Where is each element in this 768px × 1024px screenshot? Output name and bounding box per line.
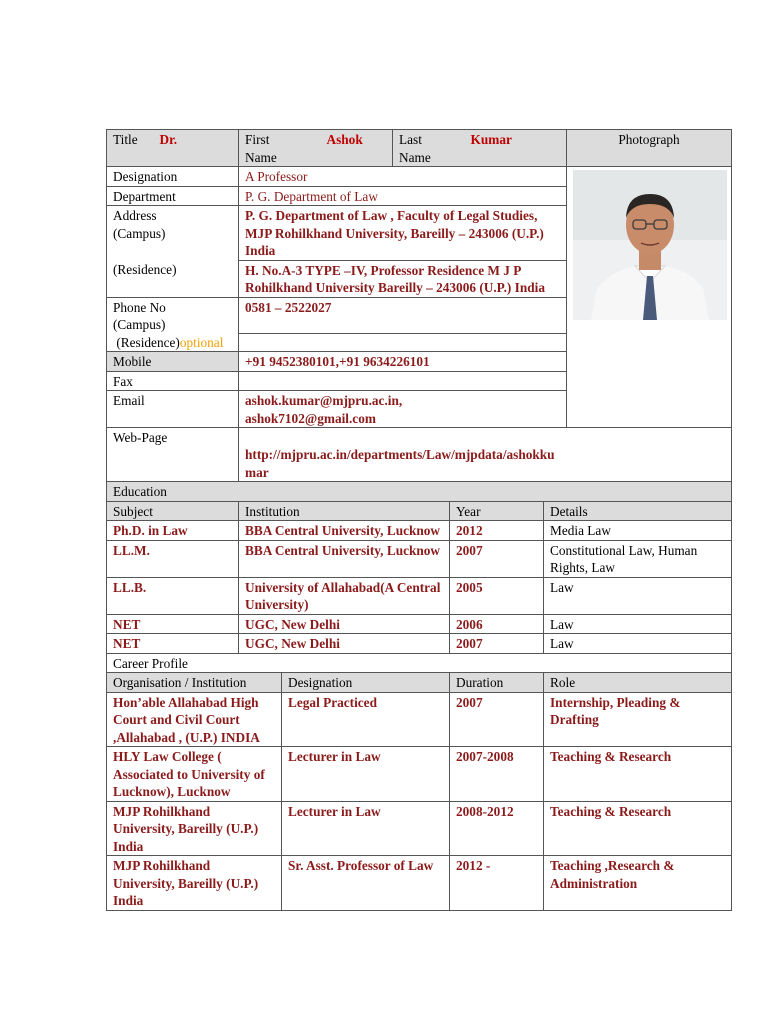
career-duration: 2007-2008 [450, 747, 544, 802]
career-designation: Legal Practiced [282, 692, 450, 747]
edu-institution: BBA Central University, Lucknow [239, 521, 450, 541]
table-row [107, 577, 732, 614]
residence-label: (Residence) [107, 260, 239, 297]
first-name-value: Ashok [321, 130, 393, 167]
edu-year: 2012 [450, 521, 544, 541]
career-header-org: Organisation / Institution [107, 673, 282, 693]
last-name-value: Kumar [465, 130, 567, 167]
edu-subject: Ph.D. in Law [107, 521, 239, 541]
table-row [107, 540, 732, 577]
webpage-value[interactable]: http://mjpru.ac.in/departments/Law/mjpdata/ashokkumar [239, 428, 732, 482]
email-value[interactable]: ashok.kumar@mjpru.ac.in, ashok7102@gmail.com [239, 391, 567, 428]
designation-label: Designation [107, 167, 239, 187]
table-row [107, 634, 732, 654]
career-designation: Sr. Asst. Professor of Law [282, 856, 450, 911]
career-header-role: Role [544, 673, 732, 693]
table-row [107, 692, 732, 747]
cv-table [106, 129, 732, 911]
fax-label: Fax [107, 371, 239, 391]
career-header-designation: Designation [282, 673, 450, 693]
edu-header-year: Year [450, 501, 544, 521]
mobile-value: +91 9452380101,+91 9634226101 [239, 352, 567, 372]
phone-residence-value [239, 333, 567, 351]
address-campus-value: P. G. Department of Law , Faculty of Legal Studies, MJP Rohilkhand University, Bareilly – 243006 (U.P.) India [239, 206, 567, 261]
career-org: HLY Law College ( Associated to University of Lucknow), Lucknow [107, 747, 282, 802]
edu-year: 2007 [450, 634, 544, 654]
career-role: Internship, Pleading & Drafting [544, 692, 732, 747]
edu-details: Constitutional Law, Human Rights, Law [544, 540, 732, 577]
edu-details: Law [544, 577, 732, 614]
address-label: Address (Campus) [107, 206, 239, 261]
table-row [107, 856, 732, 911]
first-name-label: First Name [239, 130, 321, 167]
phone-campus-value: 0581 – 2522027 [239, 297, 567, 333]
phone-label: Phone No (Campus) (Residence)optional [107, 297, 239, 352]
career-duration: 2008-2012 [450, 801, 544, 856]
table-row [107, 801, 732, 856]
last-name-label: Last Name [393, 130, 465, 167]
education-section-label: Education [107, 482, 732, 502]
edu-details: Law [544, 614, 732, 634]
table-row [107, 521, 732, 541]
career-org: MJP Rohilkhand University, Bareilly (U.P.) India [107, 856, 282, 911]
edu-details: Law [544, 634, 732, 654]
edu-institution: BBA Central University, Lucknow [239, 540, 450, 577]
edu-header-institution: Institution [239, 501, 450, 521]
edu-institution: UGC, New Delhi [239, 634, 450, 654]
edu-details: Media Law [544, 521, 732, 541]
career-org: Hon’able Allahabad High Court and Civil Court ,Allahabad , (U.P.) INDIA [107, 692, 282, 747]
edu-institution: University of Allahabad(A Central University) [239, 577, 450, 614]
photo-cell [567, 167, 732, 428]
person-photo-icon [573, 170, 727, 320]
title-label: Title [107, 130, 154, 167]
career-duration: 2012 - [450, 856, 544, 911]
title-value: Dr. [154, 130, 239, 167]
table-row [107, 614, 732, 634]
career-org: MJP Rohilkhand University, Bareilly (U.P.) India [107, 801, 282, 856]
career-role: Teaching & Research [544, 747, 732, 802]
department-label: Department [107, 186, 239, 206]
edu-institution: UGC, New Delhi [239, 614, 450, 634]
career-role: Teaching ,Research & Administration [544, 856, 732, 911]
career-role: Teaching & Research [544, 801, 732, 856]
photograph-label: Photograph [567, 130, 732, 167]
profile-photo [573, 170, 727, 320]
mobile-label: Mobile [107, 352, 239, 372]
edu-header-subject: Subject [107, 501, 239, 521]
edu-subject: NET [107, 634, 239, 654]
career-duration: 2007 [450, 692, 544, 747]
career-header-duration: Duration [450, 673, 544, 693]
edu-year: 2007 [450, 540, 544, 577]
fax-value [239, 371, 567, 391]
edu-subject: LL.M. [107, 540, 239, 577]
career-designation: Lecturer in Law [282, 801, 450, 856]
department-value: P. G. Department of Law [239, 186, 567, 206]
edu-year: 2006 [450, 614, 544, 634]
table-row [107, 747, 732, 802]
webpage-label: Web-Page [107, 428, 239, 482]
career-designation: Lecturer in Law [282, 747, 450, 802]
edu-header-details: Details [544, 501, 732, 521]
edu-subject: LL.B. [107, 577, 239, 614]
optional-note: optional [179, 334, 224, 350]
designation-value: A Professor [239, 167, 567, 187]
career-section-label: Career Profile [107, 653, 732, 673]
edu-year: 2005 [450, 577, 544, 614]
edu-subject: NET [107, 614, 239, 634]
address-residence-value: H. No.A-3 TYPE –IV, Professor Residence M J P Rohilkhand University Bareilly – 243006 (U.P.) India [239, 260, 567, 297]
email-label: Email [107, 391, 239, 428]
